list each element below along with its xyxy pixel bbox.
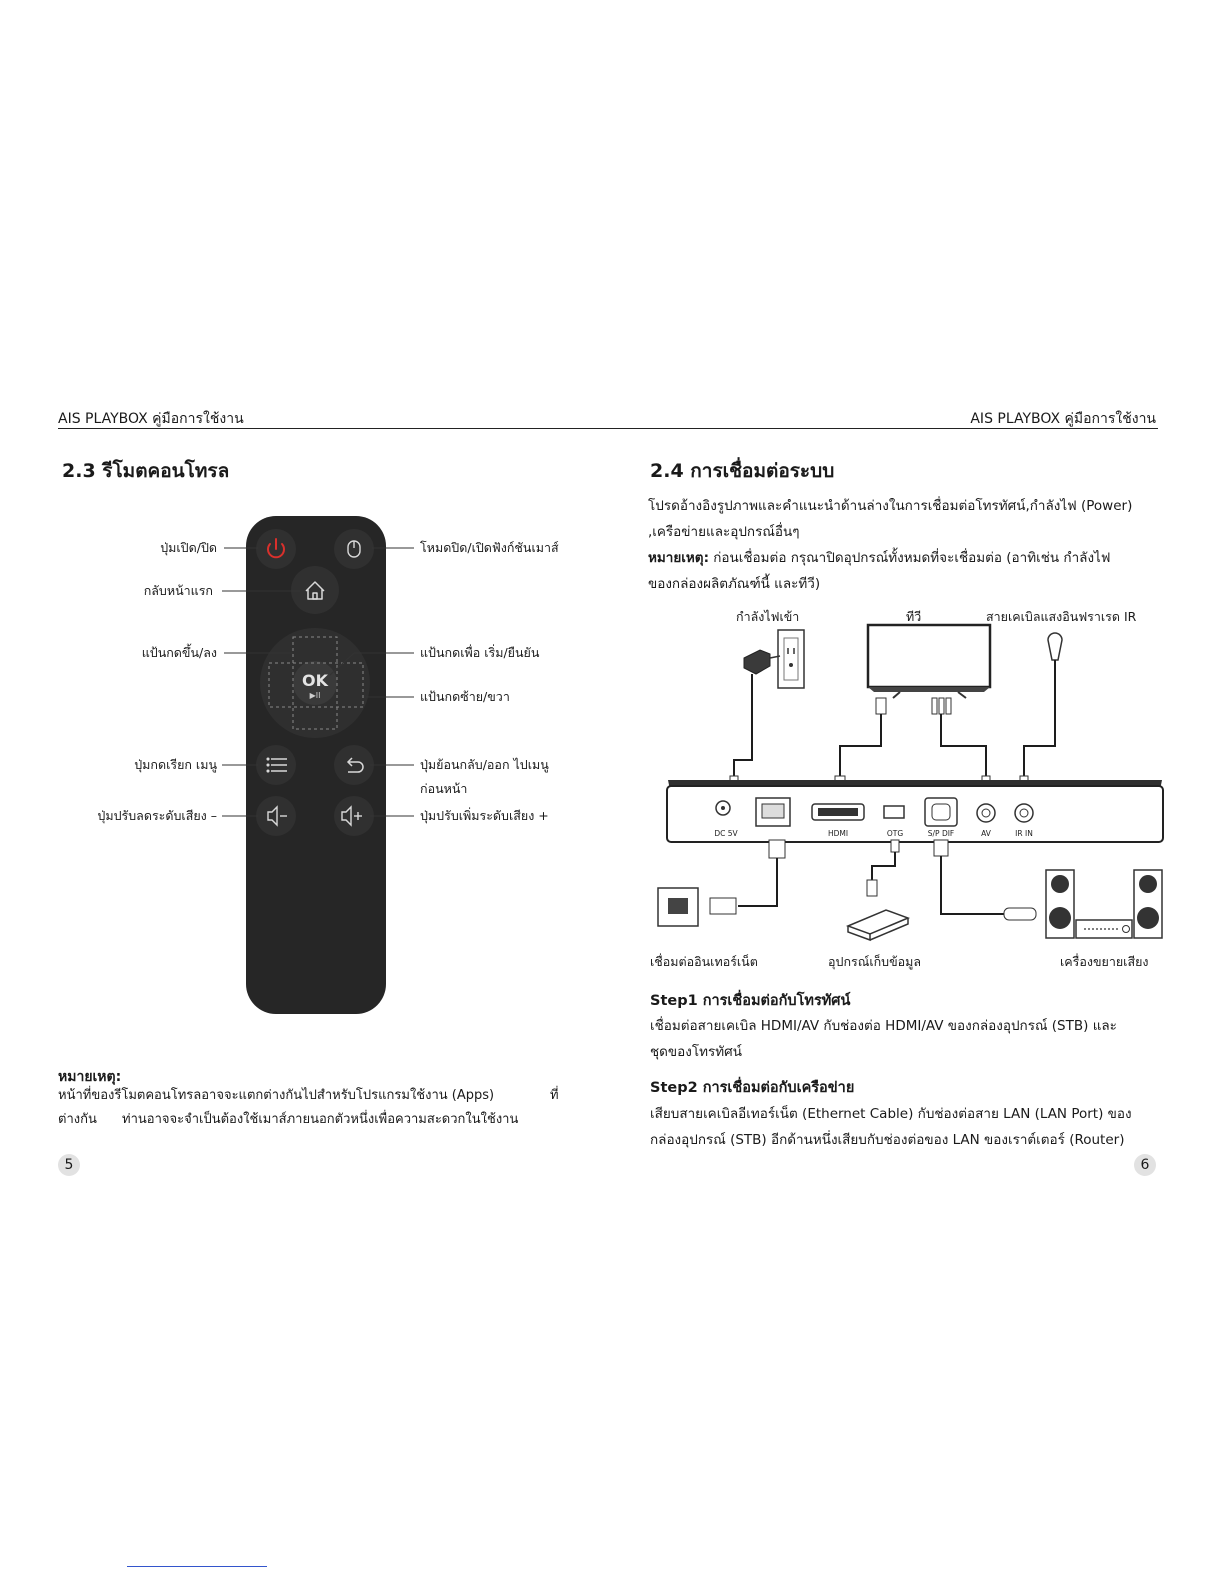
label-back-line1: ปุ่มย้อนกลับ/ออก ไปเมนู — [420, 757, 549, 772]
remote-note-title: หมายเหตุ: — [58, 1069, 122, 1085]
step2-line2: กล่องอุปกรณ์ (STB) อีกด้านหนึ่งเสียบกับช่องต่อของ LAN ของเราต์เตอร์ (Router) — [650, 1132, 1125, 1148]
diagram-label-power-in: กำลังไฟเข้า — [736, 609, 800, 624]
label-home: กลับหน้าแรก — [143, 583, 213, 598]
step1-line1: เชื่อมต่อสายเคเบิล HDMI/AV กับช่องต่อ HDMI/AV ของกล่องอุปกรณ์ (STB) และ — [650, 1018, 1117, 1034]
port-label: AV — [981, 829, 991, 838]
step1-line2: ชุดของโทรทัศน์ — [650, 1044, 742, 1060]
ok-label: OK — [302, 671, 328, 690]
page-number-left: 5 — [58, 1154, 80, 1176]
section-title-remote: 2.3 รีโมตคอนโทรล — [62, 460, 230, 482]
diagram-label-internet: เชื่อมต่ออินเทอร์เน็ต — [650, 954, 758, 969]
header-left: AIS PLAYBOX คู่มือการใช้งาน — [58, 411, 244, 427]
diagram-label-amplifier: เครื่องขยายเสียง — [1060, 954, 1149, 969]
port-label: IR IN — [1015, 829, 1033, 838]
header-right: AIS PLAYBOX คู่มือการใช้งาน — [970, 411, 1156, 427]
connection-note-label: หมายเหตุ: — [648, 550, 709, 566]
connection-intro-line1: โปรดอ้างอิงรูปภาพและคำแนะนำด้านล่างในการเชื่อมต่อโทรทัศน์,กำลังไฟ (Power) — [648, 498, 1133, 514]
lan-cable — [738, 858, 777, 906]
power-adapter — [744, 650, 770, 674]
step2-title: Step2 การเชื่อมต่อกับเครือข่าย — [650, 1080, 855, 1096]
tv-screen — [868, 625, 990, 687]
label-back-line2: ก่อนหน้า — [420, 781, 468, 796]
remote-note-line2a: ต่างกัน — [58, 1112, 97, 1127]
label-power: ปุ่มเปิด/ปิด — [160, 540, 217, 555]
section-title-connection: 2.4 การเชื่อมต่อระบบ — [650, 460, 835, 482]
diagram-label-tv: ทีวี — [906, 609, 922, 624]
label-mouse: โหมดปิด/เปิดฟังก์ชันเมาส์ — [420, 540, 559, 555]
spdif-plug — [1004, 908, 1036, 920]
connection-intro-line2: ,เครือข่ายและอุปกรณ์อื่นๆ — [648, 524, 800, 540]
label-menu: ปุ่มกดเรียก เมนู — [134, 757, 217, 772]
av-plugs — [932, 698, 951, 714]
wall-outlet — [778, 630, 804, 688]
connection-note-line2: ของกล่องผลิตภัณฑ์นี้ และทีวี) — [648, 576, 821, 592]
label-leftright: แป้นกดซ้าย/ขวา — [420, 689, 510, 704]
ir-cable — [1024, 660, 1055, 778]
hdmi-cable — [840, 714, 881, 778]
label-volume-up: ปุ่มปรับเพิ่มระดับเสียง + — [420, 808, 549, 823]
play-pause-icon: ▶II — [309, 691, 321, 700]
step2-line1: เสียบสายเคเบิลอีเทอร์เน็ต (Ethernet Cable) กับช่องต่อสาย LAN (LAN Port) ของ — [650, 1106, 1132, 1122]
lan-plug-wall — [710, 898, 736, 914]
lan-plug — [769, 840, 785, 858]
stb-body — [667, 786, 1163, 842]
diagram-label-ir-cable: สายเคเบิลแสงอินฟราเรด IR — [986, 609, 1137, 624]
power-cable — [734, 674, 752, 778]
ir-sensor — [1048, 633, 1062, 660]
page-number-right: 6 — [1134, 1154, 1156, 1176]
label-updown: แป้นกดขึ้น/ลง — [141, 645, 217, 660]
otg-port — [884, 806, 904, 818]
otg-cable — [872, 852, 895, 880]
remote-note-line1-end: ที่ — [550, 1088, 559, 1103]
hdmi-plug-tv — [876, 698, 886, 714]
remote-note-line1: หน้าที่ของรีโมตคอนโทรลอาจจะแตกต่างกันไปสำหรับโปรแกรมใช้งาน (Apps) — [58, 1088, 495, 1103]
footer-link-rule — [127, 1566, 267, 1567]
storage-device — [848, 910, 908, 934]
remote-note-line2b: ท่านอาจจะจำเป็นต้องใช้เมาส์ภายนอกตัวหนึ่งเพื่อความสะดวกในใช้งาน — [122, 1112, 519, 1127]
port-label: OTG — [886, 829, 904, 838]
label-ok: แป้นกดเพื่อ เริ่ม/ยืนยัน — [420, 645, 540, 660]
step1-title: Step1 การเชื่อมต่อกับโทรทัศน์ — [650, 993, 851, 1009]
port-label: S/P DIF — [927, 829, 955, 838]
port-label: HDMI — [827, 829, 849, 838]
connection-note-text: ก่อนเชื่อมต่อ กรุณาปิดอุปกรณ์ทั้งหมดที่จะเชื่อมต่อ (อาทิเช่น กำลังไฟ — [708, 550, 1111, 566]
label-volume-down: ปุ่มปรับลดระดับเสียง – — [97, 808, 217, 823]
diagram-label-storage: อุปกรณ์เก็บข้อมูล — [828, 954, 922, 969]
spdif-cable — [941, 856, 1004, 914]
av-cable — [941, 714, 986, 778]
port-label: DC 5V — [714, 829, 738, 838]
